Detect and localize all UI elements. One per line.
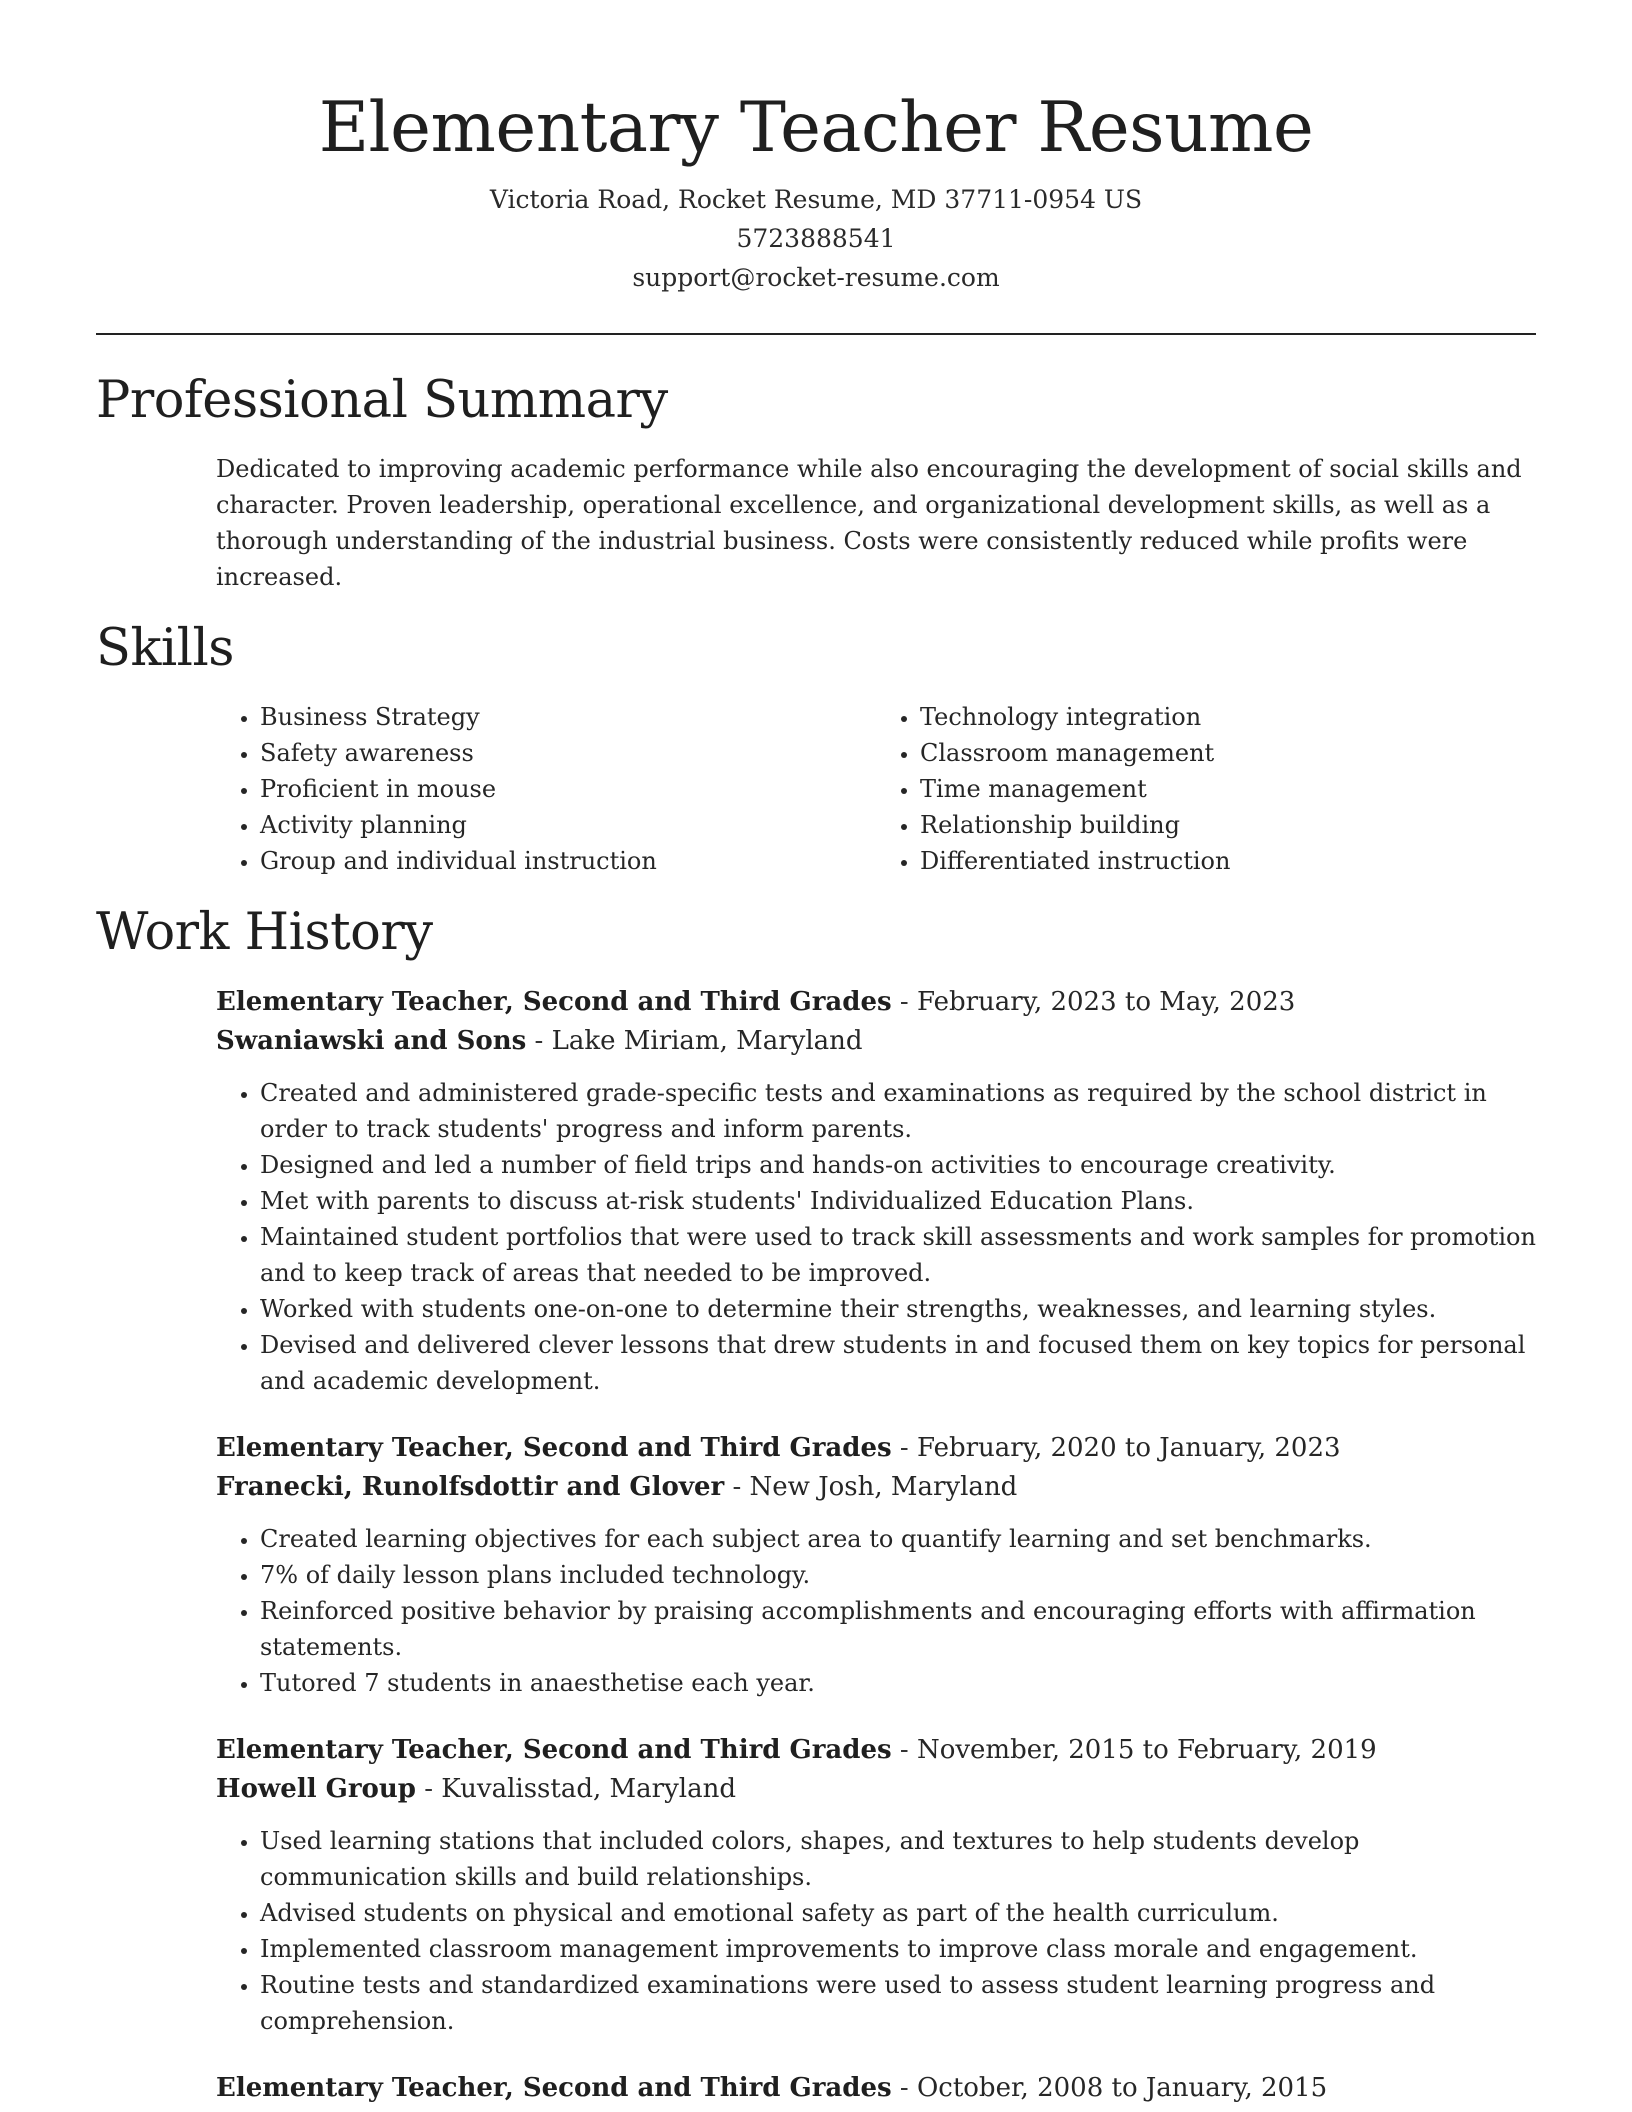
skill-item: • Differentiated instruction [920, 843, 1536, 879]
job-bullet: • Created and administered grade-specific tests and examinations as required by the school district in order to track students' progress and inform parents. [260, 1075, 1536, 1147]
job-bullet: • Implemented classroom management improvements to improve class morale and engagement. [260, 1931, 1536, 1967]
contact-phone: 5723888541 [736, 224, 896, 253]
job-bullet: • Devised and delivered clever lessons that drew students in and focused them on key topics for personal and academic development. [260, 1327, 1536, 1399]
work-history-body [216, 983, 1536, 2108]
job-bullet: • Routine tests and standardized examinations were used to assess student learning progress and comprehension. [260, 1967, 1536, 2039]
contact-address: Victoria Road, Rocket Resume, MD 37711-0954 US [489, 185, 1143, 214]
skills-heading: Skills [96, 619, 234, 678]
job-bullets [216, 1823, 1536, 2039]
resume-page [96, 0, 1536, 2112]
job-bullets [216, 1521, 1536, 1701]
job-entry [216, 1731, 1536, 2039]
job-title-line [216, 1429, 1536, 1468]
skills-section [96, 617, 1536, 879]
job-location: New Josh, Maryland [749, 1472, 1018, 1502]
job-bullet: • Created learning objectives for each subject area to quantify learning and set benchmarks. [260, 1521, 1536, 1557]
job-title-line [216, 2069, 1536, 2108]
job-bullet: • 7% of daily lesson plans included technology. [260, 1557, 1536, 1593]
job-title-line [216, 1731, 1536, 1770]
summary-body [216, 451, 1536, 595]
summary-section [96, 369, 1536, 595]
job-dates: October, 2008 to January, 2015 [916, 2073, 1328, 2103]
job-bullet: • Maintained student portfolios that were used to track skill assessments and work samples for promotion and to keep track of areas that needed to be improved. [260, 1219, 1536, 1291]
job-location: Kuvalisstad, Maryland [441, 1774, 736, 1804]
job-title: Elementary Teacher, Second and Third Grades [216, 1433, 892, 1463]
skills-column-right [876, 699, 1536, 879]
skills-list [216, 699, 1536, 879]
job-bullet: • Worked with students one-on-one to determine their strengths, weaknesses, and learning styles. [260, 1291, 1536, 1327]
job-dates: February, 2020 to January, 2023 [916, 1433, 1341, 1463]
job-entry [216, 1429, 1536, 1701]
skills-column-left [216, 699, 876, 879]
job-bullet: • Designed and led a number of field trips and hands-on activities to encourage creativity. [260, 1147, 1536, 1183]
job-company: Franecki, Runolfsdottir and Glover [216, 1472, 725, 1502]
skill-item: • Time management [920, 771, 1536, 807]
summary-text: Dedicated to improving academic performance while also encouraging the development of social skills and character. Proven leadership, operational excellence, and organizational development skills, as well as a thorough understanding of the industrial business. Costs were consistently reduced while profits were increased. [216, 455, 1522, 591]
job-bullets [216, 1075, 1536, 1399]
summary-heading: Professional Summary [96, 371, 668, 430]
skill-item: • Proficient in mouse [260, 771, 876, 807]
job-company-line [216, 1022, 1536, 1061]
resume-header [96, 0, 1536, 297]
job-bullet: • Met with parents to discuss at-risk students' Individualized Education Plans. [260, 1183, 1536, 1219]
job-bullet: • Used learning stations that included colors, shapes, and textures to help students develop communication skills and build relationships. [260, 1823, 1536, 1895]
skill-item: • Technology integration [920, 699, 1536, 735]
job-company-line [216, 1468, 1536, 1507]
header-divider [96, 333, 1536, 335]
contact-block [96, 180, 1536, 297]
separator: - [534, 1026, 552, 1056]
job-bullet: • Reinforced positive behavior by praising accomplishments and encouraging efforts with affirmation statements. [260, 1593, 1536, 1665]
separator: - [424, 1774, 442, 1804]
contact-email: support@rocket-resume.com [632, 263, 1000, 292]
separator: - [899, 987, 917, 1017]
job-dates: February, 2023 to May, 2023 [916, 987, 1296, 1017]
skill-item: • Relationship building [920, 807, 1536, 843]
separator: - [899, 2073, 917, 2103]
skill-item: • Activity planning [260, 807, 876, 843]
job-company: Swaniawski and Sons [216, 1026, 527, 1056]
resume-title: Elementary Teacher Resume [318, 88, 1314, 168]
job-entry [216, 983, 1536, 1399]
work-history-heading: Work History [96, 903, 433, 962]
job-title-line [216, 983, 1536, 1022]
job-bullet: • Advised students on physical and emotional safety as part of the health curriculum. [260, 1895, 1536, 1931]
skill-item: • Safety awareness [260, 735, 876, 771]
skill-item: • Business Strategy [260, 699, 876, 735]
job-bullet: • Tutored 7 students in anaesthetise each year. [260, 1665, 1536, 1701]
skill-item: • Classroom management [920, 735, 1536, 771]
job-location: Lake Miriam, Maryland [551, 1026, 863, 1056]
job-title: Elementary Teacher, Second and Third Grades [216, 987, 892, 1017]
job-company: Howell Group [216, 1774, 416, 1804]
separator: - [899, 1735, 917, 1765]
job-title: Elementary Teacher, Second and Third Grades [216, 2073, 892, 2103]
job-company-line [216, 1770, 1536, 1809]
job-entry [216, 2069, 1536, 2108]
job-title: Elementary Teacher, Second and Third Grades [216, 1735, 892, 1765]
separator: - [732, 1472, 750, 1502]
job-dates: November, 2015 to February, 2019 [916, 1735, 1377, 1765]
separator: - [899, 1433, 917, 1463]
skill-item: • Group and individual instruction [260, 843, 876, 879]
work-history-section [96, 901, 1536, 2108]
